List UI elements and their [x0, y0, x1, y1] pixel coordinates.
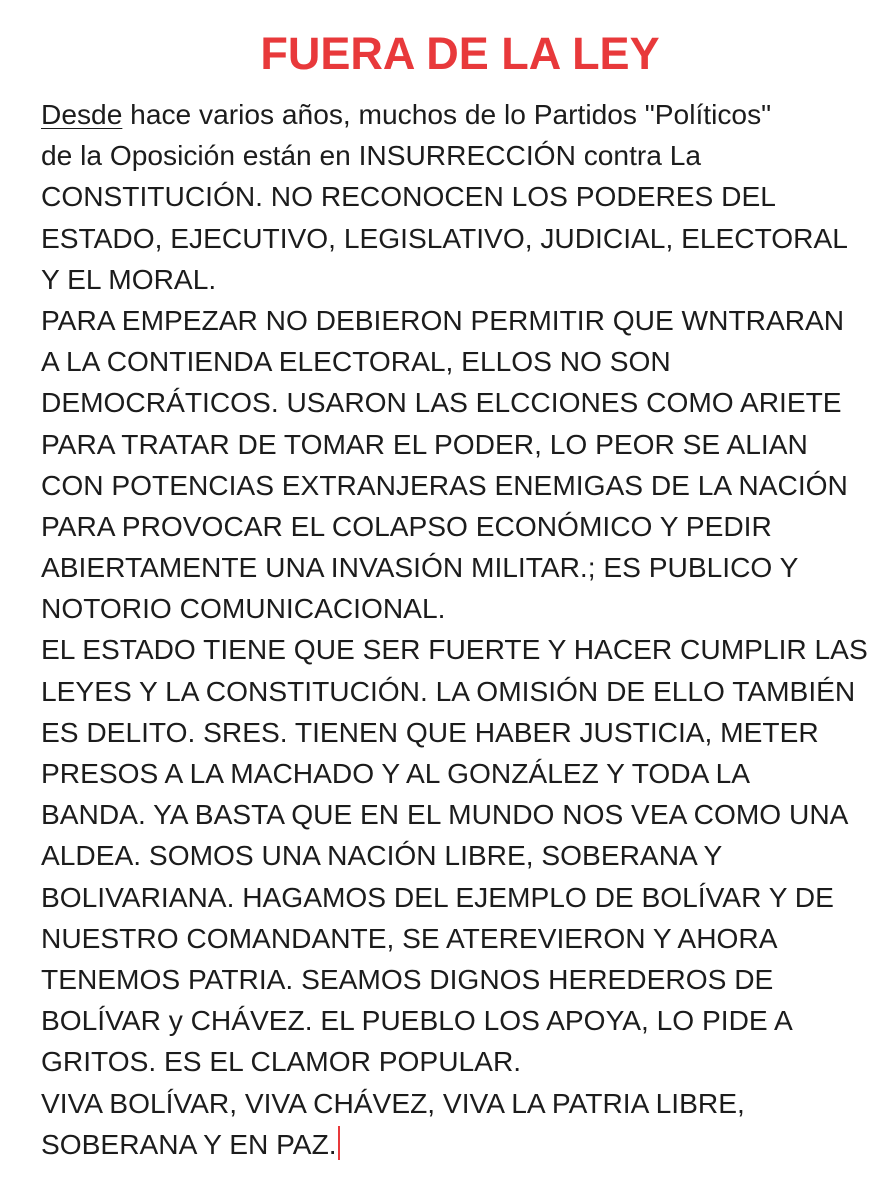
- text-line: ES DELITO. SRES. TIENEN QUE HABER JUSTICIA, METER: [41, 716, 819, 748]
- text-line: Y EL MORAL.: [41, 263, 217, 295]
- text-line: BANDA. YA BASTA QUE EN EL MUNDO NOS VEA COMO UNA: [41, 799, 849, 831]
- text-line: CON POTENCIAS EXTRANJERAS ENEMIGAS DE LA NACIÓN: [41, 469, 848, 501]
- text-line: PRESOS A LA MACHADO Y AL GONZÁLEZ Y TODA LA: [41, 758, 751, 789]
- text-line: ESTADO, EJECUTIVO, LEGISLATIVO, JUDICIAL, ELECTORAL: [41, 222, 848, 254]
- text-line: CONSTITUCIÓN. NO RECONOCEN LOS PODERES DEL: [41, 181, 776, 213]
- text-line: NOTORIO COMUNICACIONAL.: [41, 593, 446, 625]
- text-line: ABIERTAMENTE UNA INVASIÓN MILITAR.; ES PUBLICO Y: [41, 552, 799, 584]
- text-line: de la Oposición están en INSURRECCIÓN contra La: [41, 140, 702, 172]
- text-line: NUESTRO COMANDANTE, SE ATEREVIERON Y AHORA: [41, 922, 778, 954]
- text-line: LEYES Y LA CONSTITUCIÓN. LA OMISIÓN DE ELLO TAMBIÉN: [41, 675, 856, 707]
- text-line: A LA CONTIENDA ELECTORAL, ELLOS NO SON: [41, 346, 671, 378]
- text-line: PARA EMPEZAR NO DEBIERON PERMITIR QUE WNTRARAN: [41, 304, 845, 336]
- text-line: VIVA BOLÍVAR, VIVA CHÁVEZ, VIVA LA PATRIA LIBRE,: [41, 1087, 745, 1119]
- text-line: TENEMOS PATRIA. SEAMOS DIGNOS HEREDEROS DE: [41, 963, 774, 995]
- text-line: Desde hace varios años, muchos de lo Partidos "Políticos": [41, 99, 772, 130]
- text-line: BOLÍVAR y CHÁVEZ. EL PUEBLO LOS APOYA, LO PIDE A: [41, 1005, 793, 1037]
- text-line: ALDEA. SOMOS UNA NACIÓN LIBRE, SOBERANA Y: [41, 840, 723, 872]
- text-line: PARA PROVOCAR EL COLAPSO ECONÓMICO Y PEDIR: [41, 510, 772, 542]
- text-line-last: SOBERANA Y EN PAZ.: [41, 1124, 870, 1165]
- document-body[interactable]: [41, 94, 870, 1165]
- text-line: BOLIVARIANA. HAGAMOS DEL EJEMPLO DE BOLÍVAR Y DE: [41, 881, 834, 913]
- spell-underlined-word[interactable]: Desde: [41, 99, 123, 130]
- text-line: DEMOCRÁTICOS. USARON LAS ELCCIONES COMO ARIETE: [41, 387, 842, 419]
- text-line: EL ESTADO TIENE QUE SER FUERTE Y HACER CUMPLIR LAS: [41, 634, 868, 666]
- text-cursor: [338, 1126, 340, 1160]
- text-line: GRITOS. ES EL CLAMOR POPULAR.: [41, 1046, 522, 1078]
- text-line: PARA TRATAR DE TOMAR EL PODER, LO PEOR SE ALIAN: [41, 428, 808, 460]
- document-title: FUERA DE LA LEY: [260, 28, 660, 79]
